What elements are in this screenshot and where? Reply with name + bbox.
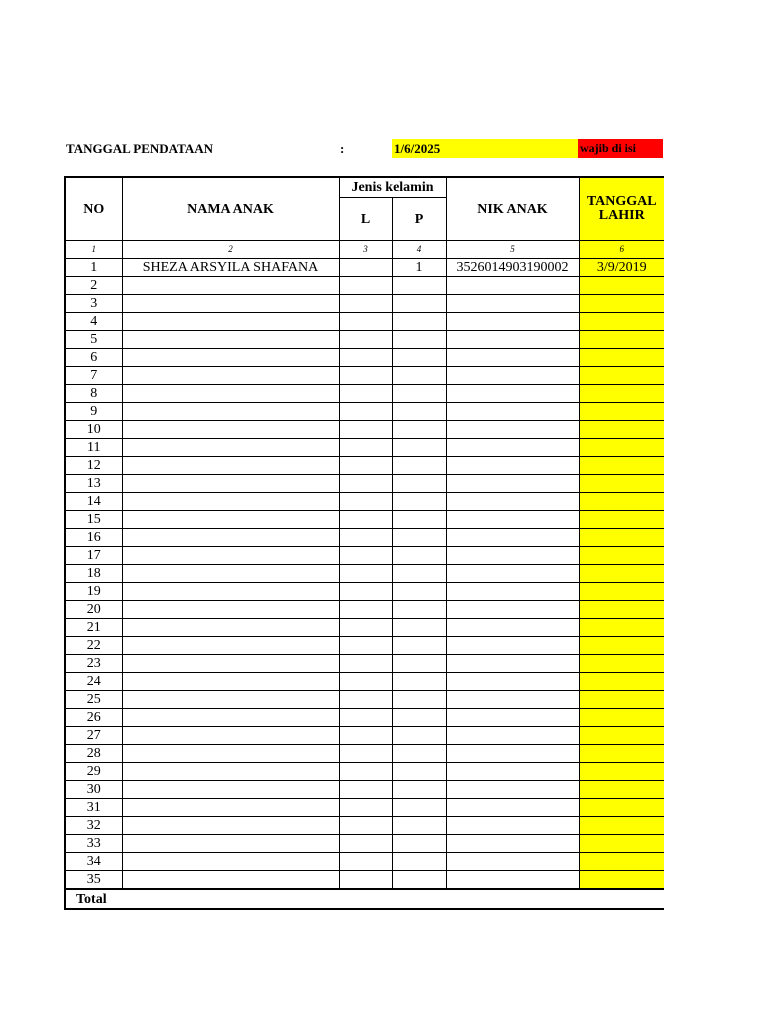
total-row — [65, 889, 664, 909]
cell-no[interactable]: 29 — [65, 763, 122, 781]
cell-no[interactable]: 22 — [65, 637, 122, 655]
table-row — [65, 817, 664, 835]
cell-l[interactable] — [339, 403, 392, 421]
cell-nik-anak[interactable] — [446, 349, 579, 367]
cell-tanggal-lahir[interactable] — [579, 745, 664, 763]
cell-nama-anak[interactable] — [122, 691, 339, 709]
cell-l[interactable] — [339, 691, 392, 709]
cell-l[interactable] — [339, 727, 392, 745]
cell-p[interactable] — [392, 313, 446, 331]
cell-l[interactable] — [339, 763, 392, 781]
cell-tanggal-lahir[interactable] — [579, 565, 664, 583]
cell-l[interactable] — [339, 259, 392, 277]
cell-l[interactable] — [339, 295, 392, 313]
cell-tanggal-lahir[interactable] — [579, 853, 664, 871]
table-row — [65, 295, 664, 313]
header-jenis-kelamin: Jenis kelamin — [339, 177, 446, 198]
cell-nik-anak[interactable] — [446, 691, 579, 709]
column-number: 5 — [446, 241, 579, 259]
cell-l[interactable] — [339, 565, 392, 583]
cell-nama-anak[interactable] — [122, 349, 339, 367]
cell-nik-anak[interactable] — [446, 295, 579, 313]
cell-nik-anak[interactable] — [446, 853, 579, 871]
total-label: Total — [65, 889, 664, 909]
table-row — [65, 457, 664, 475]
cell-nama-anak[interactable] — [122, 781, 339, 799]
table-row — [65, 781, 664, 799]
cell-no[interactable]: 12 — [65, 457, 122, 475]
cell-tanggal-lahir[interactable] — [579, 799, 664, 817]
cell-no[interactable]: 13 — [65, 475, 122, 493]
cell-no[interactable]: 11 — [65, 439, 122, 457]
table-row — [65, 799, 664, 817]
cell-no[interactable]: 24 — [65, 673, 122, 691]
cell-p[interactable] — [392, 349, 446, 367]
table-row — [65, 745, 664, 763]
column-number: 6 — [579, 241, 664, 259]
cell-p[interactable] — [392, 835, 446, 853]
cell-no[interactable]: 6 — [65, 349, 122, 367]
cell-p[interactable] — [392, 853, 446, 871]
header-nama-anak: NAMA ANAK — [122, 177, 339, 241]
child-registry-table — [64, 176, 664, 910]
cell-p[interactable] — [392, 439, 446, 457]
table-row — [65, 727, 664, 745]
cell-nama-anak[interactable] — [122, 331, 339, 349]
cell-no[interactable]: 30 — [65, 781, 122, 799]
cell-nik-anak[interactable] — [446, 637, 579, 655]
cell-p[interactable] — [392, 403, 446, 421]
cell-no[interactable]: 34 — [65, 853, 122, 871]
cell-l[interactable] — [339, 745, 392, 763]
cell-no[interactable]: 33 — [65, 835, 122, 853]
cell-nik-anak[interactable] — [446, 547, 579, 565]
cell-tanggal-lahir[interactable] — [579, 457, 664, 475]
required-note-cell: wajib di isi — [578, 139, 663, 158]
cell-nama-anak[interactable] — [122, 745, 339, 763]
cell-nama-anak[interactable] — [122, 583, 339, 601]
cell-l[interactable] — [339, 799, 392, 817]
survey-date-cell[interactable]: 1/6/2025 — [392, 139, 578, 158]
cell-nik-anak[interactable] — [446, 745, 579, 763]
cell-no[interactable]: 5 — [65, 331, 122, 349]
cell-p[interactable] — [392, 691, 446, 709]
table-row — [65, 475, 664, 493]
table-row — [65, 547, 664, 565]
table-row — [65, 637, 664, 655]
cell-nama-anak[interactable] — [122, 385, 339, 403]
cell-nama-anak[interactable] — [122, 403, 339, 421]
column-number: 4 — [392, 241, 446, 259]
cell-tanggal-lahir[interactable] — [579, 547, 664, 565]
cell-nama-anak[interactable] — [122, 673, 339, 691]
cell-l[interactable] — [339, 331, 392, 349]
cell-no[interactable]: 10 — [65, 421, 122, 439]
cell-nama-anak[interactable] — [122, 493, 339, 511]
cell-tanggal-lahir[interactable] — [579, 835, 664, 853]
cell-no[interactable]: 18 — [65, 565, 122, 583]
cell-p[interactable] — [392, 799, 446, 817]
cell-nik-anak[interactable] — [446, 385, 579, 403]
cell-tanggal-lahir[interactable] — [579, 331, 664, 349]
cell-no[interactable]: 7 — [65, 367, 122, 385]
cell-nik-anak[interactable] — [446, 493, 579, 511]
cell-p[interactable] — [392, 511, 446, 529]
cell-no[interactable]: 35 — [65, 871, 122, 890]
table-row — [65, 709, 664, 727]
cell-nama-anak[interactable]: SHEZA ARSYILA SHAFANA — [122, 259, 339, 277]
cell-p[interactable] — [392, 583, 446, 601]
cell-l[interactable] — [339, 457, 392, 475]
cell-nik-anak[interactable] — [446, 601, 579, 619]
table-row — [65, 367, 664, 385]
cell-nama-anak[interactable] — [122, 475, 339, 493]
cell-p[interactable] — [392, 331, 446, 349]
cell-tanggal-lahir[interactable] — [579, 673, 664, 691]
cell-nama-anak[interactable] — [122, 547, 339, 565]
header-p: P — [392, 198, 446, 241]
cell-no[interactable]: 4 — [65, 313, 122, 331]
cell-l[interactable] — [339, 817, 392, 835]
cell-no[interactable]: 31 — [65, 799, 122, 817]
column-number-row — [65, 241, 664, 259]
cell-nama-anak[interactable] — [122, 799, 339, 817]
cell-l[interactable] — [339, 385, 392, 403]
cell-tanggal-lahir[interactable] — [579, 385, 664, 403]
table-row — [65, 655, 664, 673]
cell-nama-anak[interactable] — [122, 763, 339, 781]
table-row — [65, 691, 664, 709]
cell-l[interactable] — [339, 871, 392, 890]
cell-tanggal-lahir[interactable] — [579, 637, 664, 655]
cell-no[interactable]: 3 — [65, 295, 122, 313]
header-nik-anak: NIK ANAK — [446, 177, 579, 241]
cell-tanggal-lahir[interactable] — [579, 817, 664, 835]
table-row — [65, 331, 664, 349]
cell-p[interactable] — [392, 655, 446, 673]
header-tanggal-lahir: TANGGAL LAHIR — [579, 177, 664, 241]
header-no: NO — [65, 177, 122, 241]
cell-nama-anak[interactable] — [122, 871, 339, 890]
table-row — [65, 313, 664, 331]
cell-nama-anak[interactable] — [122, 295, 339, 313]
cell-nik-anak[interactable] — [446, 763, 579, 781]
cell-tanggal-lahir[interactable] — [579, 295, 664, 313]
cell-tanggal-lahir[interactable] — [579, 277, 664, 295]
cell-tanggal-lahir[interactable] — [579, 871, 664, 890]
cell-nama-anak[interactable] — [122, 817, 339, 835]
cell-l[interactable] — [339, 439, 392, 457]
cell-p[interactable] — [392, 547, 446, 565]
table-row — [65, 583, 664, 601]
table-row — [65, 529, 664, 547]
cell-l[interactable] — [339, 367, 392, 385]
cell-nama-anak[interactable] — [122, 511, 339, 529]
cell-nama-anak[interactable] — [122, 655, 339, 673]
cell-nama-anak[interactable] — [122, 367, 339, 385]
cell-nik-anak[interactable] — [446, 655, 579, 673]
cell-l[interactable] — [339, 601, 392, 619]
cell-nik-anak[interactable] — [446, 709, 579, 727]
cell-nama-anak[interactable] — [122, 727, 339, 745]
cell-l[interactable] — [339, 781, 392, 799]
cell-p[interactable] — [392, 421, 446, 439]
table-row — [65, 511, 664, 529]
cell-no[interactable]: 20 — [65, 601, 122, 619]
cell-l[interactable] — [339, 529, 392, 547]
cell-tanggal-lahir[interactable] — [579, 511, 664, 529]
cell-no[interactable]: 23 — [65, 655, 122, 673]
cell-p[interactable] — [392, 565, 446, 583]
table-row — [65, 871, 664, 890]
cell-tanggal-lahir[interactable] — [579, 691, 664, 709]
cell-l[interactable] — [339, 475, 392, 493]
cell-no[interactable]: 1 — [65, 259, 122, 277]
cell-tanggal-lahir[interactable] — [579, 313, 664, 331]
cell-tanggal-lahir[interactable] — [579, 349, 664, 367]
cell-nama-anak[interactable] — [122, 457, 339, 475]
cell-l[interactable] — [339, 709, 392, 727]
header-row-top — [65, 177, 664, 198]
cell-p[interactable] — [392, 493, 446, 511]
cell-no[interactable]: 8 — [65, 385, 122, 403]
cell-no[interactable]: 27 — [65, 727, 122, 745]
cell-no[interactable]: 32 — [65, 817, 122, 835]
cell-p[interactable] — [392, 601, 446, 619]
table-row — [65, 673, 664, 691]
cell-nama-anak[interactable] — [122, 853, 339, 871]
cell-l[interactable] — [339, 349, 392, 367]
cell-no[interactable]: 17 — [65, 547, 122, 565]
cell-nik-anak[interactable] — [446, 799, 579, 817]
cell-nik-anak[interactable] — [446, 529, 579, 547]
cell-tanggal-lahir[interactable] — [579, 763, 664, 781]
cell-no[interactable]: 2 — [65, 277, 122, 295]
cell-no[interactable]: 15 — [65, 511, 122, 529]
table-row — [65, 403, 664, 421]
table-row — [65, 619, 664, 637]
table-row — [65, 277, 664, 295]
cell-p[interactable] — [392, 637, 446, 655]
cell-no[interactable]: 25 — [65, 691, 122, 709]
cell-nama-anak[interactable] — [122, 313, 339, 331]
cell-p[interactable] — [392, 295, 446, 313]
cell-l[interactable] — [339, 547, 392, 565]
cell-nik-anak[interactable] — [446, 565, 579, 583]
cell-tanggal-lahir[interactable] — [579, 655, 664, 673]
cell-p[interactable] — [392, 385, 446, 403]
cell-nik-anak[interactable] — [446, 511, 579, 529]
cell-tanggal-lahir[interactable]: 3/9/2019 — [579, 259, 664, 277]
cell-p[interactable] — [392, 457, 446, 475]
cell-p[interactable] — [392, 781, 446, 799]
cell-nik-anak[interactable] — [446, 583, 579, 601]
cell-nik-anak[interactable] — [446, 367, 579, 385]
table-row — [65, 349, 664, 367]
cell-tanggal-lahir[interactable] — [579, 367, 664, 385]
survey-date-label: TANGGAL PENDATAAN — [66, 141, 213, 156]
survey-date-colon: : — [340, 141, 345, 156]
cell-tanggal-lahir[interactable] — [579, 439, 664, 457]
cell-tanggal-lahir[interactable] — [579, 583, 664, 601]
cell-nama-anak[interactable] — [122, 439, 339, 457]
column-number: 1 — [65, 241, 122, 259]
table-row — [65, 601, 664, 619]
table-row — [65, 421, 664, 439]
cell-p[interactable] — [392, 367, 446, 385]
cell-l[interactable] — [339, 655, 392, 673]
cell-no[interactable]: 14 — [65, 493, 122, 511]
cell-nik-anak[interactable]: 3526014903190002 — [446, 259, 579, 277]
cell-l[interactable] — [339, 277, 392, 295]
cell-nik-anak[interactable] — [446, 313, 579, 331]
cell-nik-anak[interactable] — [446, 457, 579, 475]
cell-l[interactable] — [339, 619, 392, 637]
cell-l[interactable] — [339, 853, 392, 871]
cell-nik-anak[interactable] — [446, 673, 579, 691]
cell-tanggal-lahir[interactable] — [579, 601, 664, 619]
cell-no[interactable]: 9 — [65, 403, 122, 421]
cell-nik-anak[interactable] — [446, 817, 579, 835]
cell-nama-anak[interactable] — [122, 637, 339, 655]
cell-nama-anak[interactable] — [122, 565, 339, 583]
cell-nik-anak[interactable] — [446, 727, 579, 745]
cell-nik-anak[interactable] — [446, 277, 579, 295]
cell-p[interactable] — [392, 817, 446, 835]
table-row — [65, 439, 664, 457]
cell-nik-anak[interactable] — [446, 781, 579, 799]
cell-tanggal-lahir[interactable] — [579, 403, 664, 421]
cell-l[interactable] — [339, 835, 392, 853]
cell-p[interactable] — [392, 529, 446, 547]
table-row — [65, 763, 664, 781]
cell-nama-anak[interactable] — [122, 709, 339, 727]
cell-nama-anak[interactable] — [122, 277, 339, 295]
cell-p[interactable] — [392, 475, 446, 493]
table-row — [65, 385, 664, 403]
cell-p[interactable] — [392, 709, 446, 727]
cell-tanggal-lahir[interactable] — [579, 709, 664, 727]
cell-no[interactable]: 19 — [65, 583, 122, 601]
cell-nik-anak[interactable] — [446, 835, 579, 853]
cell-l[interactable] — [339, 511, 392, 529]
cell-tanggal-lahir[interactable] — [579, 493, 664, 511]
cell-p[interactable] — [392, 871, 446, 890]
cell-p[interactable] — [392, 619, 446, 637]
table-row — [65, 835, 664, 853]
cell-nik-anak[interactable] — [446, 439, 579, 457]
cell-tanggal-lahir[interactable] — [579, 727, 664, 745]
table-row — [65, 259, 664, 277]
cell-no[interactable]: 26 — [65, 709, 122, 727]
cell-p[interactable] — [392, 277, 446, 295]
cell-nik-anak[interactable] — [446, 871, 579, 890]
cell-l[interactable] — [339, 313, 392, 331]
cell-nama-anak[interactable] — [122, 529, 339, 547]
cell-p[interactable] — [392, 673, 446, 691]
table-row — [65, 493, 664, 511]
cell-tanggal-lahir[interactable] — [579, 421, 664, 439]
cell-p[interactable] — [392, 745, 446, 763]
cell-l[interactable] — [339, 583, 392, 601]
cell-p[interactable]: 1 — [392, 259, 446, 277]
column-number: 3 — [339, 241, 392, 259]
cell-nik-anak[interactable] — [446, 619, 579, 637]
cell-nama-anak[interactable] — [122, 421, 339, 439]
cell-nama-anak[interactable] — [122, 835, 339, 853]
cell-nik-anak[interactable] — [446, 331, 579, 349]
cell-tanggal-lahir[interactable] — [579, 475, 664, 493]
cell-no[interactable]: 21 — [65, 619, 122, 637]
cell-tanggal-lahir[interactable] — [579, 619, 664, 637]
cell-p[interactable] — [392, 763, 446, 781]
table-row — [65, 853, 664, 871]
cell-nama-anak[interactable] — [122, 619, 339, 637]
cell-l[interactable] — [339, 493, 392, 511]
cell-tanggal-lahir[interactable] — [579, 529, 664, 547]
cell-tanggal-lahir[interactable] — [579, 781, 664, 799]
cell-no[interactable]: 16 — [65, 529, 122, 547]
column-number: 2 — [122, 241, 339, 259]
cell-l[interactable] — [339, 673, 392, 691]
cell-l[interactable] — [339, 637, 392, 655]
table-row — [65, 565, 664, 583]
cell-p[interactable] — [392, 727, 446, 745]
cell-nik-anak[interactable] — [446, 403, 579, 421]
cell-nama-anak[interactable] — [122, 601, 339, 619]
cell-nik-anak[interactable] — [446, 475, 579, 493]
header-l: L — [339, 198, 392, 241]
cell-no[interactable]: 28 — [65, 745, 122, 763]
cell-nik-anak[interactable] — [446, 421, 579, 439]
cell-l[interactable] — [339, 421, 392, 439]
